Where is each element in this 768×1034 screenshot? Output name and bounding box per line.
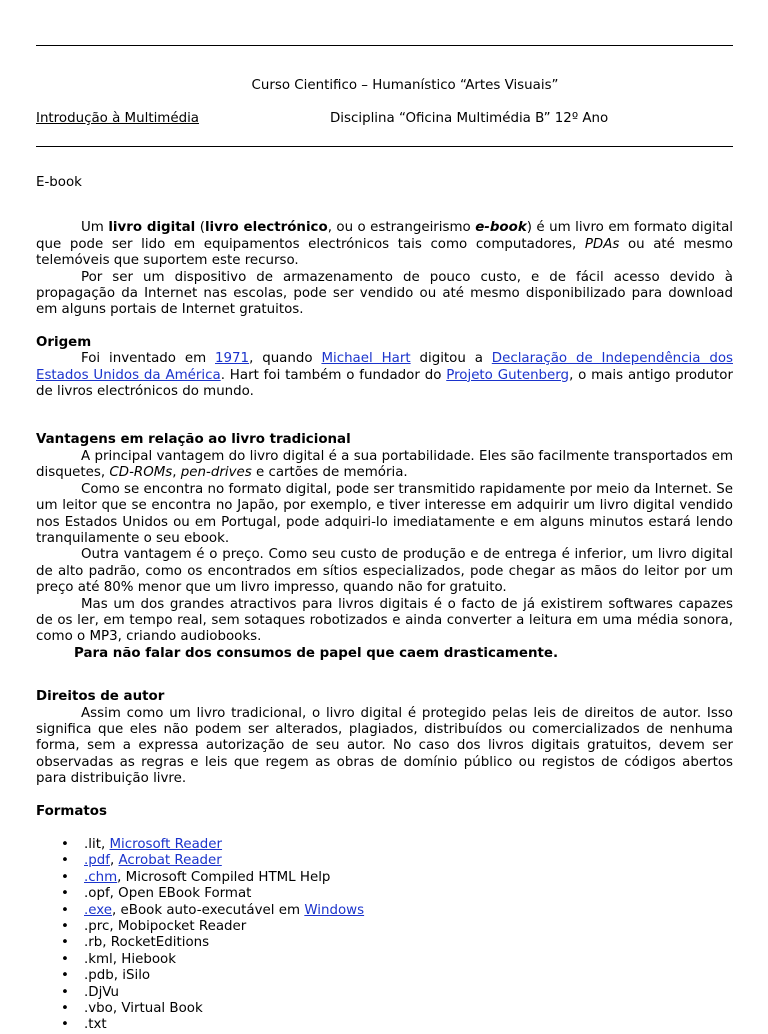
vantagens-paragraph-5: Para não falar dos consumos de papel que caem drasticamente.: [74, 645, 559, 661]
list-item: • .opf, Open EBook Format: [84, 886, 733, 902]
link-chm[interactable]: .chm: [84, 869, 118, 885]
discipline-label: Disciplina “Oficina Multimédia B” 12º Ano: [330, 111, 609, 126]
link-projeto-gutenberg[interactable]: Projeto Gutenberg: [446, 367, 570, 383]
vantagens-paragraph-1: A principal vantagem do livro digital é a sua portabilidade. Eles são facilmente transportados em disquetes, CD-ROMs, pen-drives e cartões de memória.: [36, 448, 733, 481]
list-item: • .DjVu: [84, 985, 733, 1001]
list-item: • .prc, Mobipocket Reader: [84, 919, 733, 935]
direitos-heading: Direitos de autor: [36, 689, 165, 705]
vantagens-paragraph-4: Mas um dos grandes atractivos para livros digitais é o facto de já existirem softwares capazes de os ler, em tempo real, sem sotaques robotizados e ainda converter a leitura em uma média sonora, como o MP3, criando audiobooks.: [36, 596, 733, 645]
origem-paragraph: Foi inventado em 1971, quando Michael Hart digitou a Declaração de Independência dos Estados Unidos da América. Hart foi também o fundador do Projeto Gutenberg, o mais antigo produtor de livros electrónicos do mundo.: [36, 351, 733, 400]
list-item: • .pdf, Acrobat Reader: [84, 853, 733, 869]
list-item: • .exe, eBook auto-executável em Windows: [84, 903, 733, 919]
list-item: • .chm, Microsoft Compiled HTML Help: [84, 870, 733, 886]
origem-heading: Origem: [36, 334, 92, 350]
link-michael-hart[interactable]: Michael Hart: [321, 351, 411, 367]
ebook-paragraph-2: Por ser um dispositivo de armazenamento de pouco custo, e de fácil acesso devido à propagação da Internet nas escolas, pode ser vendido ou até mesmo disponibilizado para download em alguns portais de Internet gratuitos.: [36, 269, 733, 318]
link-exe[interactable]: .exe: [84, 902, 113, 918]
vantagens-paragraph-2: Como se encontra no formato digital, pode ser transmitido rapidamente por meio da Internet. Se um leitor que se encontra no Japão, por exemplo, e tiver interesse em adquirir um livro digital vendido nos Estados Unidos ou em Portugal, pode adquiri-lo imediatamente e em alguns minutos estará lendo tranquilamente o seu ebook.: [36, 481, 733, 546]
list-item: • .rb, RocketEditions: [84, 935, 733, 951]
document-body: [36, 175, 733, 1034]
formatos-heading: Formatos: [36, 803, 107, 819]
header-rule: [36, 146, 733, 147]
vantagens-heading: Vantagens em relação ao livro tradicional: [36, 432, 351, 448]
link-pdf[interactable]: .pdf: [84, 853, 110, 869]
direitos-paragraph: Assim como um livro tradicional, o livro digital é protegido pelas leis de direitos de autor. Isso significa que eles não podem ser alterados, plagiados, distribuídos ou comercializados de nenhuma forma, sem a expressa autorização de seu autor. No caso dos livros digitais gratuitos, devem ser observadas as regras e leis que regem as obras de domínio público ou registos de códigos abertos para distribuição livre.: [36, 705, 733, 787]
list-item: • .kml, Hiebook: [84, 952, 733, 968]
formatos-list: [36, 837, 733, 1034]
top-rule: [36, 45, 733, 46]
ebook-heading: E-book: [36, 175, 82, 190]
list-item: • .txt: [84, 1017, 733, 1033]
list-item: • .lit, Microsoft Reader: [84, 837, 733, 853]
link-1971[interactable]: 1971: [215, 351, 250, 367]
list-item: • .vbo, Virtual Book: [84, 1001, 733, 1017]
link-declaracao[interactable]: Declaração de Independência dos Estados Unidos da América: [36, 351, 733, 383]
list-item: • .pdb, iSilo: [84, 968, 733, 984]
vantagens-paragraph-3: Outra vantagem é o preço. Como seu custo de produção e de entrega é inferior, um livro digital de alto padrão, como os encontrados em sítios especializados, pode chegar as mãos do leitor por um preço até 80% menor que um livro impresso, quando não for gratuito.: [36, 547, 733, 596]
course-title: Curso Cientifico – Humanístico “Artes Visuais”: [251, 78, 559, 93]
intro-label: Introdução à Multimédia: [36, 111, 199, 126]
link-microsoft-reader[interactable]: Microsoft Reader: [109, 837, 223, 852]
link-acrobat-reader[interactable]: Acrobat Reader: [118, 853, 222, 869]
ebook-paragraph-1: Um livro digital (livro electrónico, ou o estrangeirismo e-book) é um livro em formato digital que pode ser lido em equipamentos electrónicos tais como computadores, PDAs ou até mesmo telemóveis que suportem este recurso.: [36, 220, 733, 269]
link-windows[interactable]: Windows: [304, 902, 365, 918]
